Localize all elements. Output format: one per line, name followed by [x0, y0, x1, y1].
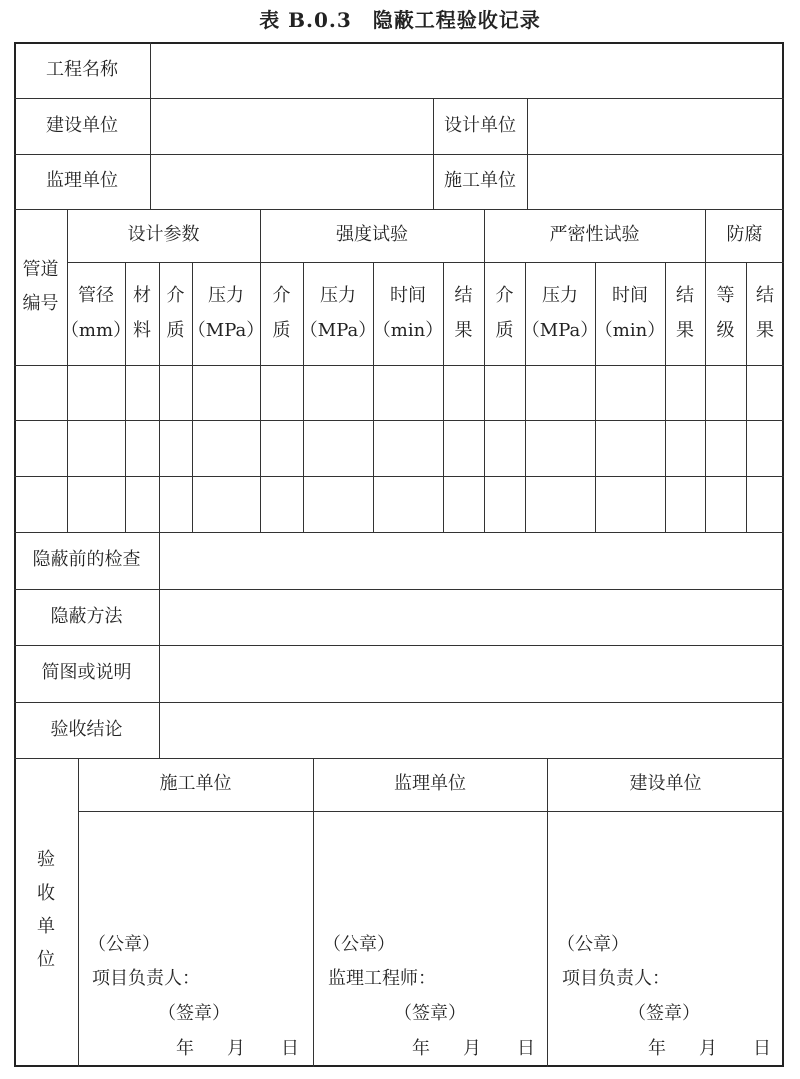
col-tightness-pressure-line-1: 压力 [542, 285, 578, 307]
method-label: 隐蔽方法 [50, 605, 123, 627]
group-strength-test: 强度试验 [336, 224, 408, 246]
contractor-person: 项目负责人： [92, 968, 200, 989]
col-anticorrosion-result [746, 262, 784, 365]
supervision-person: 监理工程师： [328, 968, 436, 989]
supervision-day: 日 [517, 1038, 535, 1059]
col-strength-medium-line-2: 质 [272, 319, 291, 341]
pre-check-field[interactable] [160, 533, 782, 589]
col-material-line-2: 料 [133, 319, 151, 341]
pipe-number-line-2: 编号 [22, 293, 59, 314]
col-tightness-time-line-1: 时间 [612, 285, 648, 307]
construction-owner-field[interactable] [151, 99, 432, 153]
col-tightness-result-line-2: 果 [676, 319, 694, 341]
col-tightness-pressure [521, 262, 599, 365]
acceptance-label-char-1: 验 [37, 849, 55, 871]
col-strength-pressure-line-2: （MPa） [299, 319, 377, 341]
contractor-day: 日 [281, 1038, 299, 1059]
col-tightness-result-line-1: 结 [676, 285, 694, 307]
project-name-label: 工程名称 [46, 58, 118, 80]
col-tightness-medium-line-2: 质 [495, 319, 514, 341]
col-strength-pressure-line-1: 压力 [320, 285, 356, 307]
col-anticorrosion-result-line-2: 果 [756, 319, 774, 341]
owner-year: 年 [648, 1038, 666, 1059]
col-tightness-medium [484, 262, 525, 365]
contractor-sign: （签章） [158, 1003, 230, 1024]
col-tightness-time [595, 262, 665, 365]
col-design-pressure-line-1: 压力 [208, 285, 244, 307]
col-pipe-diameter-line-1: 管径 [78, 285, 114, 307]
contractor-unit-heading: 施工单位 [159, 773, 232, 795]
col-pipe-diameter [60, 262, 132, 365]
hline-12 [78, 811, 784, 812]
sketch-field[interactable] [160, 646, 782, 702]
table-row[interactable] [15, 477, 782, 532]
contractor-month: 月 [227, 1038, 245, 1059]
acceptance-label-char-3: 单 [37, 916, 55, 937]
supervision-seal: （公章） [323, 934, 395, 955]
group-tightness-test: 严密性试验 [549, 224, 640, 246]
acceptance-label-char-2: 收 [37, 882, 55, 904]
construction-owner-label: 建设单位 [46, 114, 118, 136]
col-tightness-medium-line-1: 介 [495, 285, 514, 307]
conclusion-field[interactable] [160, 703, 782, 758]
col-design-pressure-line-2: （MPa） [187, 319, 265, 341]
owner-seal: （公章） [557, 934, 629, 955]
col-anticorrosion-grade-line-2: 级 [716, 319, 735, 341]
contractor-field[interactable] [528, 155, 782, 208]
group-anticorrosion: 防腐 [726, 224, 763, 246]
supervision-unit-field[interactable] [151, 155, 432, 208]
col-tightness-result [665, 262, 705, 365]
col-pipe-diameter-line-2: （mm） [60, 319, 132, 341]
col-strength-result [443, 262, 484, 365]
table-row[interactable] [15, 421, 782, 476]
contractor-label: 施工单位 [444, 170, 516, 192]
document-title: 表 B.0.3 隐蔽工程验收记录 [259, 8, 541, 32]
col-strength-time-line-2: （min） [372, 319, 444, 341]
col-strength-medium-line-1: 介 [272, 285, 291, 307]
owner-month: 月 [699, 1038, 717, 1059]
col-strength-result-line-1: 结 [454, 285, 473, 307]
col-anticorrosion-grade-line-1: 等 [716, 285, 735, 307]
contractor-seal: （公章） [88, 934, 160, 955]
supervision-year: 年 [412, 1038, 430, 1059]
table-row[interactable] [15, 366, 782, 420]
col-material-line-1: 材 [133, 285, 151, 307]
col-design-pressure [187, 262, 265, 365]
pipe-number-header [14, 209, 67, 365]
col-design-medium-line-1: 介 [166, 285, 185, 307]
group-design-params: 设计参数 [127, 224, 200, 246]
supervision-month: 月 [463, 1038, 481, 1059]
supervision-sign: （签章） [394, 1003, 466, 1024]
col-anticorrosion-result-line-1: 结 [756, 285, 774, 307]
design-unit-field[interactable] [528, 99, 782, 153]
method-field[interactable] [160, 590, 782, 645]
project-name-field[interactable] [151, 43, 782, 97]
design-unit-label: 设计单位 [444, 114, 516, 136]
col-anticorrosion-grade [705, 262, 746, 365]
col-design-medium-line-2: 质 [166, 319, 185, 341]
acceptance-units-label [14, 830, 78, 990]
owner-day: 日 [753, 1038, 771, 1059]
owner-person: 项目负责人： [562, 968, 670, 989]
contractor-year: 年 [176, 1038, 194, 1059]
owner-unit-heading: 建设单位 [629, 773, 702, 795]
col-strength-result-line-2: 果 [454, 319, 473, 341]
col-tightness-time-line-2: （min） [594, 319, 666, 341]
pipe-number-line-1: 管道 [22, 258, 59, 280]
col-strength-medium [260, 262, 303, 365]
pre-check-label: 隐蔽前的检查 [32, 549, 141, 571]
col-strength-time-line-1: 时间 [390, 285, 426, 307]
supervision-unit-label: 监理单位 [46, 170, 118, 192]
conclusion-label: 验收结论 [50, 718, 123, 740]
col-tightness-pressure-line-2: （MPa） [521, 319, 599, 341]
col-strength-pressure [299, 262, 377, 365]
owner-sign: （签章） [628, 1003, 700, 1024]
col-strength-time [373, 262, 443, 365]
acceptance-label-char-4: 位 [37, 949, 55, 971]
sketch-label: 简图或说明 [41, 662, 132, 684]
col-material [125, 262, 159, 365]
supervision-unit-heading: 监理单位 [394, 773, 466, 795]
